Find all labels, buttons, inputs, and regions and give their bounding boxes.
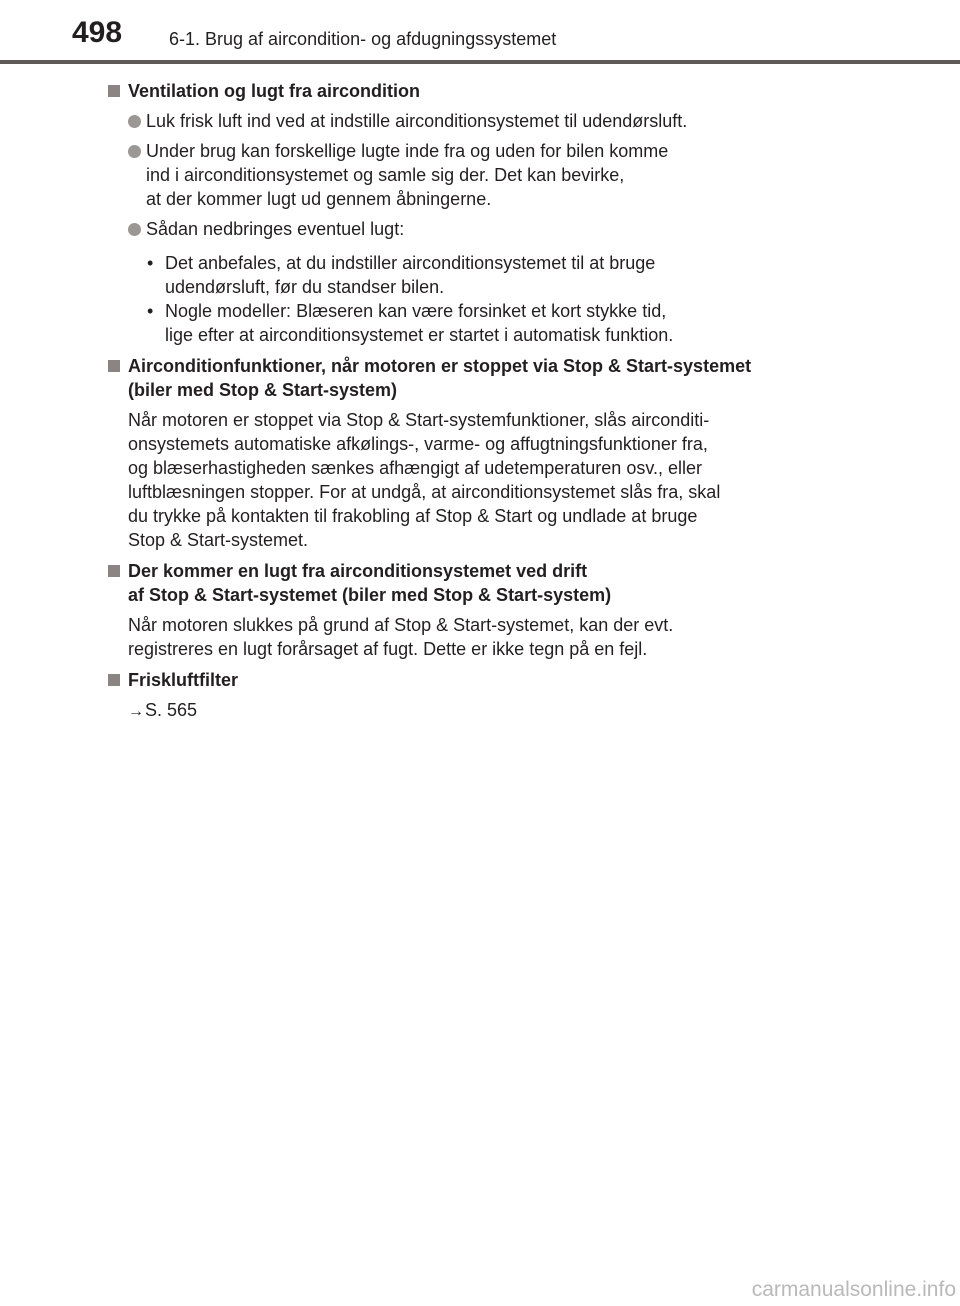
heading-odor-stop-start (105, 559, 845, 607)
circle-bullet-icon (128, 115, 141, 128)
watermark-text: carmanualsonline.info (751, 1278, 956, 1301)
sub-list-item (105, 299, 845, 347)
sub-list (105, 251, 845, 347)
circle-bullet-icon (128, 223, 141, 236)
heading-fresh-air-filter (105, 668, 845, 692)
bullet-text-line: at der kommer lugt ud gennem åbningerne. (146, 189, 492, 209)
paragraph-line: du trykke på kontakten til frakobling af Stop & Start og undlade at bruge (128, 506, 698, 526)
dot-bullet-icon: • (147, 301, 154, 321)
heading-stop-start-functions (105, 354, 845, 402)
sub-item-line: Det anbefales, at du indstiller airconditionsystemet til at bruge (165, 253, 656, 273)
circle-bullet-icon (128, 145, 141, 158)
heading-text-line: Airconditionfunktioner, når motoren er stoppet via Stop & Start-systemet (128, 356, 752, 376)
square-bullet-icon (108, 85, 120, 97)
heading-text: Friskluftfilter (128, 670, 239, 690)
paragraph (105, 408, 845, 552)
paragraph-line: Stop & Start-systemet. (128, 530, 309, 550)
heading-text-line: (biler med Stop & Start-system) (128, 380, 398, 400)
page-reference[interactable] (105, 698, 845, 724)
page-header (0, 0, 960, 66)
bullet-text-line: Under brug kan forskellige lugte inde fra og uden for bilen komme (146, 141, 669, 161)
page-number: 498 (72, 16, 123, 49)
page-reference-text[interactable]: S. 565 (145, 700, 198, 720)
bullet-text-line: ind i airconditionsystemet og samle sig der. Det kan bevirke, (146, 165, 625, 185)
header-divider (0, 60, 960, 64)
square-bullet-icon (108, 674, 120, 686)
section-title: 6-1. Brug af aircondition- og afdugningssystemet (169, 29, 557, 49)
bullet-item (105, 139, 845, 211)
paragraph (105, 613, 845, 661)
heading-text-line: Der kommer en lugt fra airconditionsystemet ved drift (128, 561, 588, 581)
sub-item-line: lige efter at airconditionsystemet er startet i automatisk funktion. (165, 325, 674, 345)
bullet-item (105, 109, 845, 133)
bullet-text: Luk frisk luft ind ved at indstille airconditionsystemet til udendørsluft. (146, 111, 688, 131)
paragraph-line: onsystemets automatiske afkølings-, varme- og affugtningsfunktioner fra, (128, 434, 708, 454)
page-content (105, 72, 845, 724)
bullet-text: Sådan nedbringes eventuel lugt: (146, 219, 405, 239)
heading-text-line: af Stop & Start-systemet (biler med Stop & Start-system) (128, 585, 612, 605)
paragraph-line: luftblæsningen stopper. For at undgå, at airconditionsystemet slås fra, skal (128, 482, 721, 502)
sub-list-item (105, 251, 845, 299)
square-bullet-icon (108, 360, 120, 372)
paragraph-line: Når motoren slukkes på grund af Stop & Start-systemet, kan der evt. (128, 615, 674, 635)
bullet-item (105, 217, 845, 241)
sub-item-line: udendørsluft, før du standser bilen. (165, 277, 445, 297)
heading-text: Ventilation og lugt fra aircondition (128, 81, 420, 101)
sub-item-line: Nogle modeller: Blæseren kan være forsinket et kort stykke tid, (165, 301, 667, 321)
square-bullet-icon (108, 565, 120, 577)
arrow-right-icon: → (128, 703, 144, 720)
paragraph-line: Når motoren er stoppet via Stop & Start-systemfunktioner, slås airconditi- (128, 410, 710, 430)
paragraph-line: registreres en lugt forårsaget af fugt. Dette er ikke tegn på en fejl. (128, 639, 648, 659)
heading-ventilation (105, 79, 845, 103)
paragraph-line: og blæserhastigheden sænkes afhængigt af udetemperaturen osv., eller (128, 458, 703, 478)
dot-bullet-icon: • (147, 253, 154, 273)
